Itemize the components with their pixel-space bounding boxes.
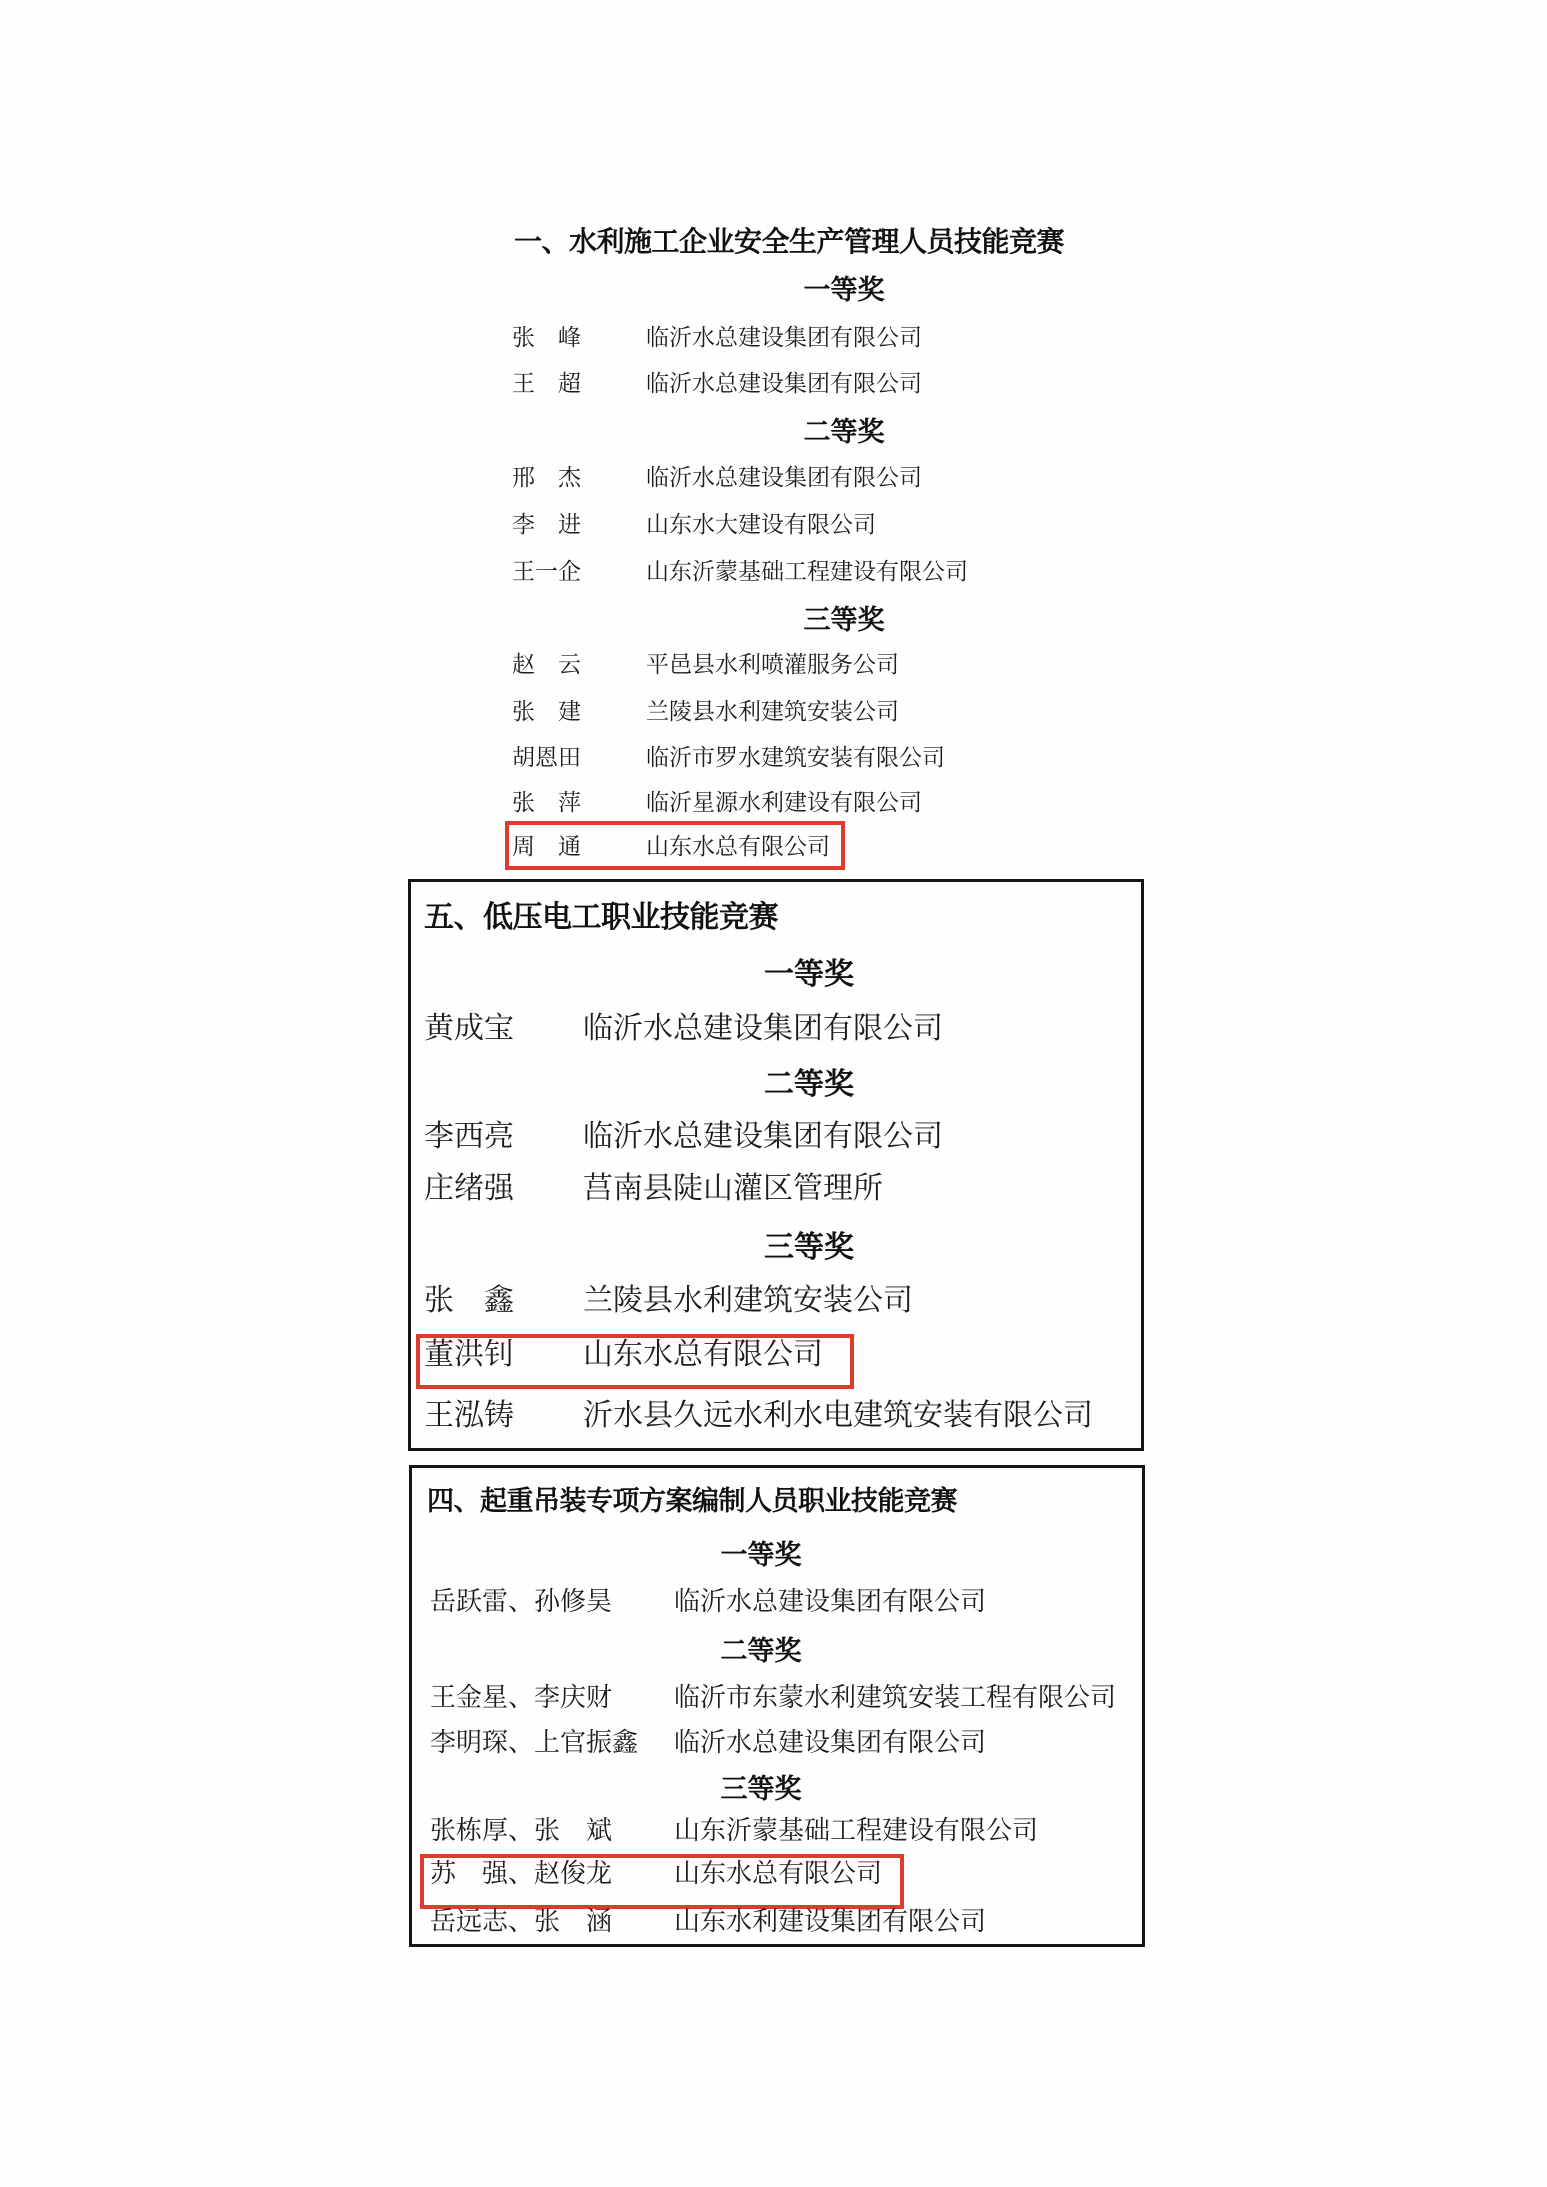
award-row <box>0 1729 1547 1769</box>
awardee-company: 兰陵县水利建筑安装公司 <box>646 699 899 725</box>
award-row <box>0 1588 1547 1628</box>
awardee-company: 山东沂蒙基础工程建设有限公司 <box>674 1816 1039 1846</box>
awardee-name: 庄绪强 <box>424 1171 514 1206</box>
awardee-name: 王泓铸 <box>424 1398 514 1433</box>
awardee-name: 岳远志、张 涵 <box>430 1907 613 1937</box>
awardee-name: 王 超 <box>512 371 581 397</box>
awardee-name: 张栋厚、张 斌 <box>430 1816 613 1846</box>
awardee-company: 临沂市东蒙水利建筑安装工程有限公司 <box>674 1683 1117 1713</box>
awardee-name: 张 萍 <box>512 790 581 816</box>
awardee-company: 临沂水总建设集团有限公司 <box>583 1119 943 1154</box>
awardee-company: 临沂水总建设集团有限公司 <box>674 1587 987 1617</box>
award-row <box>0 1012 1547 1052</box>
prize-label-third: 三等奖 <box>720 1774 802 1804</box>
highlight-box <box>505 821 845 870</box>
awardee-company: 兰陵县水利建筑安装公司 <box>583 1283 913 1318</box>
award-row <box>0 1284 1547 1324</box>
section-2-title: 五、低压电工职业技能竞赛 <box>424 901 778 934</box>
awardee-name: 张 鑫 <box>424 1283 514 1318</box>
prize-label-third: 三等奖 <box>764 1231 854 1264</box>
award-row <box>0 1172 1547 1212</box>
awardee-name: 周 通 <box>512 834 581 860</box>
awardee-name: 岳跃雷、孙修昊 <box>430 1587 613 1617</box>
award-row <box>0 325 1547 365</box>
award-row <box>0 559 1547 599</box>
awardee-company: 临沂水总建设集团有限公司 <box>583 1011 943 1046</box>
awardee-name: 李明琛、上官振鑫 <box>430 1728 639 1758</box>
prize-label-first: 一等奖 <box>803 275 885 305</box>
award-row <box>0 1908 1547 1948</box>
awardee-company: 临沂水总建设集团有限公司 <box>646 371 922 397</box>
awardee-name: 邢 杰 <box>512 465 581 491</box>
awardee-name: 张 建 <box>512 699 581 725</box>
section-3-title: 四、起重吊装专项方案编制人员职业技能竞赛 <box>427 1486 957 1516</box>
awardee-name: 赵 云 <box>512 652 581 678</box>
awardee-company: 山东沂蒙基础工程建设有限公司 <box>646 559 968 585</box>
awardee-company: 山东水利建设集团有限公司 <box>674 1907 987 1937</box>
awardee-name: 董洪钊 <box>424 1337 514 1372</box>
awardee-company: 山东水大建设有限公司 <box>646 512 876 538</box>
awardee-name: 王一企 <box>512 559 581 585</box>
awardee-company: 莒南县陡山灌区管理所 <box>583 1171 883 1206</box>
awardee-name: 胡恩田 <box>512 745 581 771</box>
award-row <box>0 1684 1547 1724</box>
highlight-box <box>420 1854 904 1909</box>
awardee-name: 黄成宝 <box>424 1011 514 1046</box>
awardee-name: 李 进 <box>512 512 581 538</box>
prize-label-second: 二等奖 <box>803 417 885 447</box>
prize-label-first: 一等奖 <box>720 1540 802 1570</box>
highlight-box <box>416 1334 854 1389</box>
awardee-company: 平邑县水利喷灌服务公司 <box>646 652 899 678</box>
awardee-company: 山东水总有限公司 <box>583 1337 823 1372</box>
award-row <box>0 1399 1547 1439</box>
awardee-name: 张 峰 <box>512 325 581 351</box>
prize-label-first: 一等奖 <box>764 958 854 991</box>
awardee-company: 山东水总有限公司 <box>646 834 830 860</box>
prize-label-second: 二等奖 <box>764 1068 854 1101</box>
award-row <box>0 465 1547 505</box>
awardee-company: 临沂星源水利建设有限公司 <box>646 790 922 816</box>
awardee-name: 王金星、李庆财 <box>430 1683 613 1713</box>
prize-label-third: 三等奖 <box>803 605 885 635</box>
award-row <box>0 699 1547 739</box>
prize-label-second: 二等奖 <box>720 1636 802 1666</box>
awardee-company: 临沂水总建设集团有限公司 <box>646 325 922 351</box>
award-row <box>0 652 1547 692</box>
award-row <box>0 1817 1547 1857</box>
awardee-name: 苏 强、赵俊龙 <box>430 1859 613 1889</box>
section-1-title: 一、水利施工企业安全生产管理人员技能竞赛 <box>514 226 1065 257</box>
awardee-company: 临沂水总建设集团有限公司 <box>646 465 922 491</box>
award-row <box>0 512 1547 552</box>
award-row <box>0 371 1547 411</box>
awardee-company: 沂水县久远水利水电建筑安装有限公司 <box>583 1398 1093 1433</box>
awardee-company: 临沂市罗水建筑安装有限公司 <box>646 745 945 771</box>
awardee-company: 山东水总有限公司 <box>674 1859 883 1889</box>
awardee-name: 李西亮 <box>424 1119 514 1154</box>
award-row <box>0 1120 1547 1160</box>
award-row <box>0 745 1547 785</box>
awardee-company: 临沂水总建设集团有限公司 <box>674 1728 987 1758</box>
